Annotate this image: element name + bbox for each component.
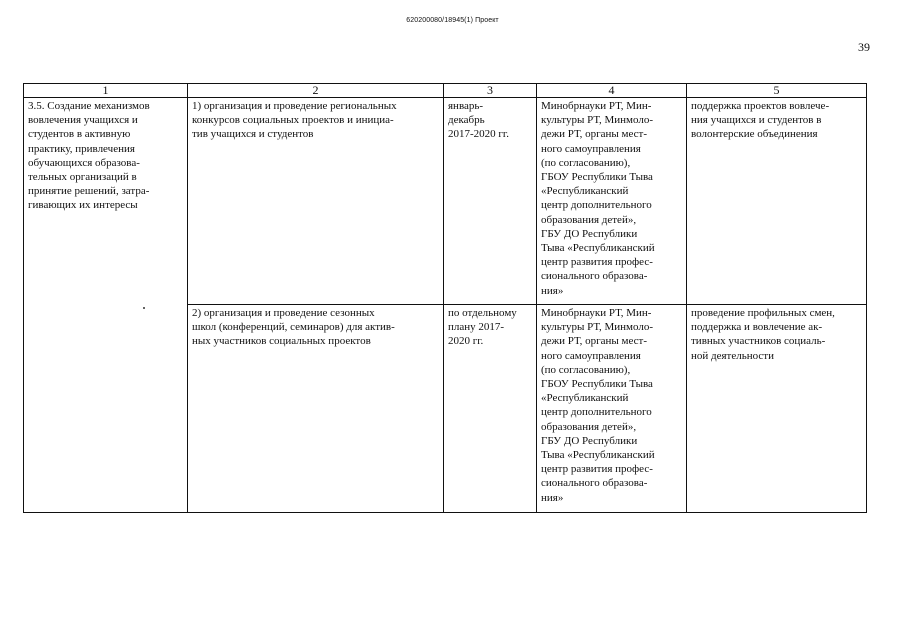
page-number: 39 xyxy=(858,40,870,54)
period-cell xyxy=(444,98,537,305)
executors-text: Минобрнауки РТ, Мин- культуры РТ, Минмоло- дежи РТ, органы мест- ного самоуправления (по согласованию), ГБОУ Республики Тыва «Республиканский центр дополнительного образования детей», ГБУ ДО Республики Тыва «Республиканский центр развития профес- сионального образова- ния» xyxy=(541,100,655,297)
action-text: 2) организация и проведение сезонных школ (конференций, семинаров) для актив- ных участников социальных проектов xyxy=(192,307,395,348)
result-text: проведение профильных смен, поддержка и вовлечение ак- тивных участников социаль- ной деятельности xyxy=(691,307,835,362)
activity-table xyxy=(23,83,867,513)
period-cell xyxy=(444,305,537,513)
action-text: 1) организация и проведение региональных конкурсов социальных проектов и инициа- тив учащихся и студентов xyxy=(192,100,397,141)
column-header: 1 xyxy=(24,84,188,98)
document-id: 620200080/18945(1) Проект xyxy=(406,17,499,24)
goal-cell xyxy=(24,98,188,513)
action-cell xyxy=(188,98,444,305)
result-cell xyxy=(687,305,867,513)
executors-text: Минобрнауки РТ, Мин- культуры РТ, Минмоло- дежи РТ, органы мест- ного самоуправления (по согласованию), ГБОУ Республики Тыва «Республиканский центр дополнительного образования детей», ГБУ ДО Республики Тыва «Республиканский центр развития профес- сионального образова- ния» xyxy=(541,307,655,504)
result-text: поддержка проектов вовлече- ния учащихся и студентов в волонтерские объединения xyxy=(691,100,830,141)
column-header: 4 xyxy=(537,84,687,98)
column-header: 5 xyxy=(687,84,867,98)
executors-cell xyxy=(537,305,687,513)
table-header-row xyxy=(24,84,867,98)
period-text: по отдельному плану 2017- 2020 гг. xyxy=(448,307,517,348)
executors-cell xyxy=(537,98,687,305)
table-row xyxy=(24,98,867,305)
result-cell xyxy=(687,98,867,305)
scan-speck xyxy=(143,307,145,309)
column-header: 2 xyxy=(188,84,444,98)
column-header: 3 xyxy=(444,84,537,98)
action-cell xyxy=(188,305,444,513)
period-text: январь- декабрь 2017-2020 гг. xyxy=(448,100,509,141)
goal-text: 3.5. Создание механизмов вовлечения учащихся и студентов в активную практику, привлечения обучающихся образова- тельных организаций в принятие решений, затра- гивающих их интересы xyxy=(28,100,150,212)
